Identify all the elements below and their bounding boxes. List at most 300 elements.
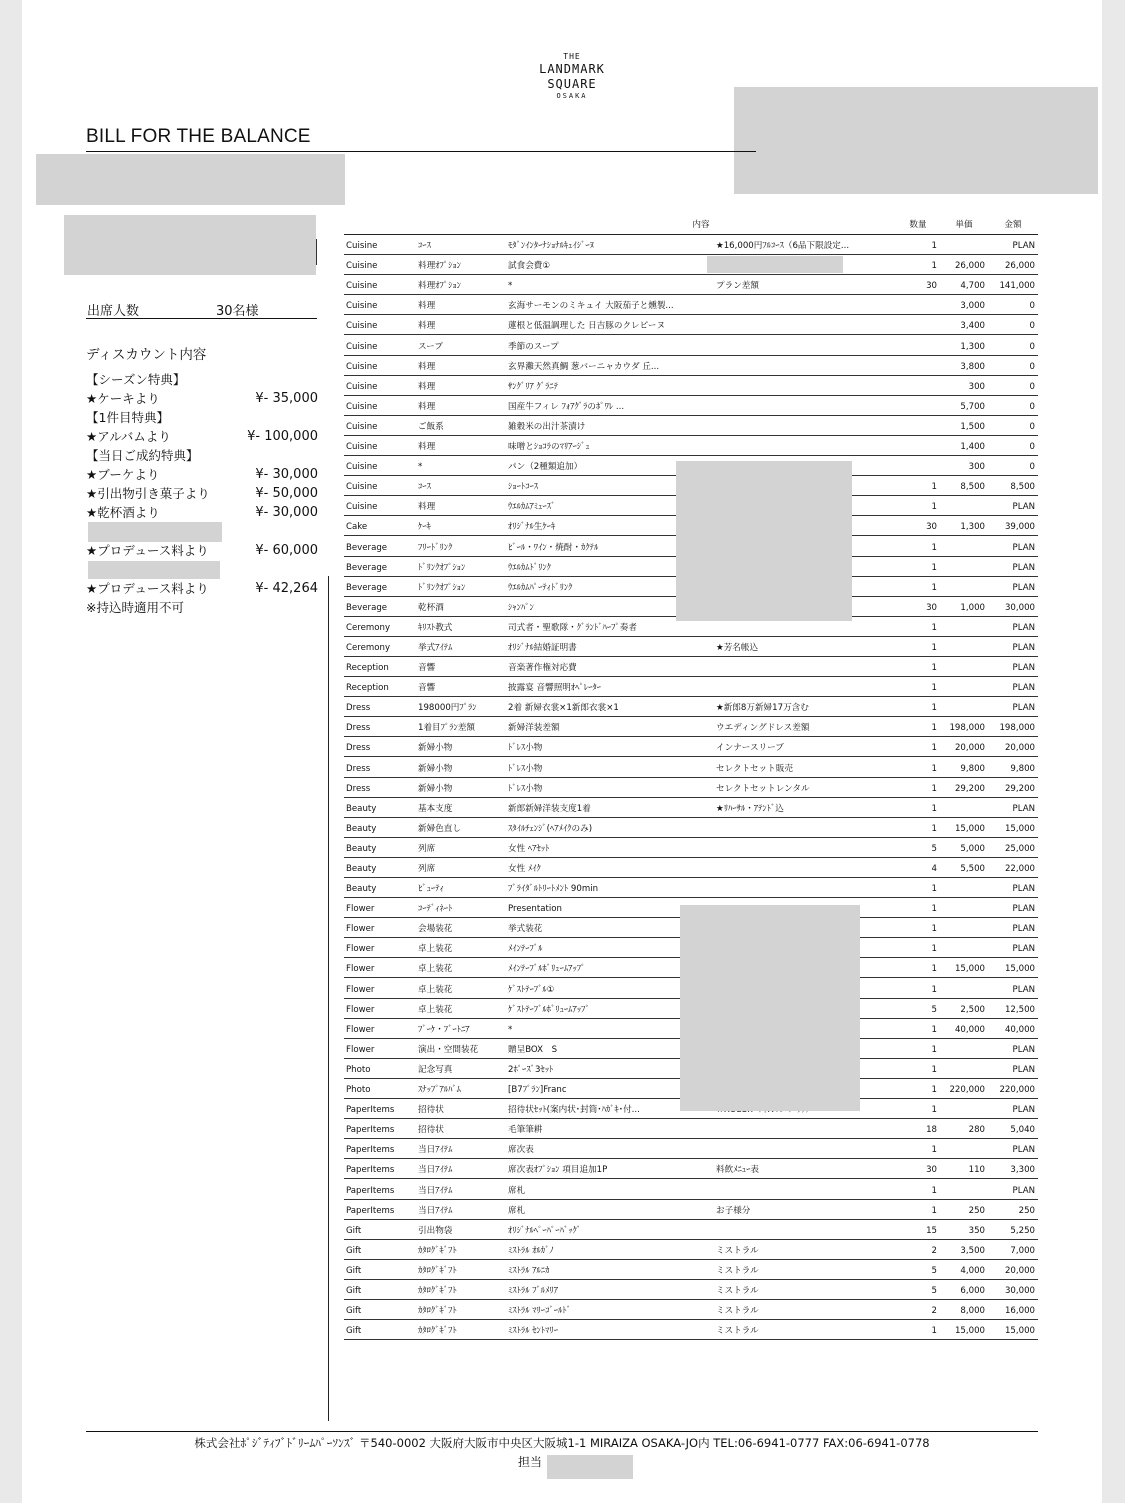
amount-cell: PLAN xyxy=(988,616,1038,636)
column-separator xyxy=(328,576,329,1421)
unit-price-cell xyxy=(940,576,988,596)
note-cell xyxy=(714,1139,896,1159)
qty-cell: 18 xyxy=(896,1119,940,1139)
landmark-square-logo xyxy=(522,52,622,101)
item-cell: ﾄﾞﾚｽ小物 xyxy=(506,737,714,757)
item-cell: * xyxy=(506,1018,714,1038)
subcategory-cell: ｺｰｽ xyxy=(416,235,506,255)
item-cell: 玄界灘天然真鯛 葱バーニャカウダ 丘... xyxy=(506,355,714,375)
category-cell: Dress xyxy=(344,717,416,737)
amount-cell: 22,000 xyxy=(988,857,1038,877)
table-row xyxy=(344,315,1038,335)
qty-cell: 1 xyxy=(896,777,940,797)
category-cell: Beverage xyxy=(344,536,416,556)
subcategory-cell: ｹｰｷ xyxy=(416,516,506,536)
item-cell: ﾌﾞﾗｲﾀﾞﾙﾄﾘｰﾄﾒﾝﾄ 90min xyxy=(506,878,714,898)
qty-cell xyxy=(896,295,940,315)
unit-price-cell xyxy=(940,677,988,697)
table-row xyxy=(344,295,1038,315)
item-cell: ﾓﾀﾞﾝｲﾝﾀｰﾅｼｮﾅﾙｷｭｲｼﾞｰﾇ xyxy=(506,235,714,255)
unit-price-cell xyxy=(940,797,988,817)
category-cell: PaperItems xyxy=(344,1119,416,1139)
unit-price-cell xyxy=(940,235,988,255)
amount-cell: PLAN xyxy=(988,1139,1038,1159)
unit-price-cell: 8,000 xyxy=(940,1299,988,1319)
discount-label: ★アルバムより xyxy=(86,429,171,444)
subcategory-cell: 招待状 xyxy=(416,1099,506,1119)
table-row xyxy=(344,415,1038,435)
qty-cell: 1 xyxy=(896,697,940,717)
category-cell: Beauty xyxy=(344,837,416,857)
category-cell: Cuisine xyxy=(344,496,416,516)
qty-cell: 30 xyxy=(896,1159,940,1179)
unit-price-cell: 9,800 xyxy=(940,757,988,777)
unit-price-cell: 3,400 xyxy=(940,315,988,335)
note-cell: セレクトセットレンタル xyxy=(714,777,896,797)
note-cell xyxy=(714,355,896,375)
subcategory-cell: ﾋﾞｭｰﾃｨ xyxy=(416,878,506,898)
qty-cell: 1 xyxy=(896,757,940,777)
category-cell: Gift xyxy=(344,1259,416,1279)
subcategory-cell: 音響 xyxy=(416,677,506,697)
table-row xyxy=(344,817,1038,837)
table-row xyxy=(344,677,1038,697)
unit-price-cell: 8,500 xyxy=(940,476,988,496)
item-cell: 雑穀米の出汁茶漬け xyxy=(506,415,714,435)
unit-price-cell: 3,000 xyxy=(940,295,988,315)
unit-price-cell xyxy=(940,898,988,918)
discount-amount: ¥- 50,000 xyxy=(255,486,318,501)
amount-cell: PLAN xyxy=(988,1058,1038,1078)
table-row xyxy=(344,697,1038,717)
qty-cell: 1 xyxy=(896,476,940,496)
unit-price-cell: 40,000 xyxy=(940,1018,988,1038)
note-cell xyxy=(714,1179,896,1199)
item-cell: ｼｬﾝﾊﾟﾝ xyxy=(506,596,714,616)
subcategory-cell: 記念写真 xyxy=(416,1058,506,1078)
amount-cell: 39,000 xyxy=(988,516,1038,536)
table-row xyxy=(344,1179,1038,1199)
item-cell: ｵﾘｼﾞﾅﾙﾍﾟｰﾊﾟｰﾊﾞｯｸﾞ xyxy=(506,1219,714,1239)
discount-label: ★乾杯酒より xyxy=(86,505,160,520)
amount-cell: PLAN xyxy=(988,656,1038,676)
note-cell: お子様分 xyxy=(714,1199,896,1219)
qty-cell xyxy=(896,335,940,355)
staff-label: 担当 xyxy=(518,1455,543,1469)
subcategory-cell: ｽﾅｯﾌﾟｱﾙﾊﾞﾑ xyxy=(416,1078,506,1098)
note-cell xyxy=(714,315,896,335)
amount-cell: 30,000 xyxy=(988,1279,1038,1299)
unit-price-cell: 350 xyxy=(940,1219,988,1239)
unit-price-cell xyxy=(940,616,988,636)
qty-cell: 1 xyxy=(896,1199,940,1219)
unit-price-cell: 220,000 xyxy=(940,1078,988,1098)
unit-price-cell: 1,300 xyxy=(940,516,988,536)
category-cell: Flower xyxy=(344,918,416,938)
table-row xyxy=(344,797,1038,817)
item-cell: ｳｴﾙｶﾑﾄﾞﾘﾝｸ xyxy=(506,556,714,576)
subcategory-cell: ｺｰﾃﾞｨﾈｰﾄ xyxy=(416,898,506,918)
qty-cell xyxy=(896,395,940,415)
qty-cell: 1 xyxy=(896,737,940,757)
table-row xyxy=(344,837,1038,857)
category-cell: Ceremony xyxy=(344,616,416,636)
amount-cell: 15,000 xyxy=(988,1320,1038,1340)
header-amount: 金額 xyxy=(988,214,1038,235)
note-cell xyxy=(714,677,896,697)
note-cell: ミストラル xyxy=(714,1279,896,1299)
header-unit-price: 単価 xyxy=(940,214,988,235)
item-cell: ｳｴﾙｶﾑﾊﾟｰﾃｨﾄﾞﾘﾝｸ xyxy=(506,576,714,596)
redacted-address-block xyxy=(734,87,1098,194)
discount-row xyxy=(86,465,326,484)
amount-cell: 16,000 xyxy=(988,1299,1038,1319)
category-cell: PaperItems xyxy=(344,1139,416,1159)
item-cell: ﾐｽﾄﾗﾙ ｱﾙﾆｶ xyxy=(506,1259,714,1279)
redacted-customer-name xyxy=(36,154,345,205)
note-cell xyxy=(714,375,896,395)
table-row xyxy=(344,1239,1038,1259)
subcategory-cell: 新婦小物 xyxy=(416,737,506,757)
unit-price-cell: 3,800 xyxy=(940,355,988,375)
qty-cell: 1 xyxy=(896,878,940,898)
amount-cell: 26,000 xyxy=(988,255,1038,275)
table-row xyxy=(344,717,1038,737)
redacted-event-info xyxy=(64,215,316,275)
amount-cell: PLAN xyxy=(988,1038,1038,1058)
subcategory-cell: 料理 xyxy=(416,375,506,395)
category-cell: Cake xyxy=(344,516,416,536)
category-cell: Cuisine xyxy=(344,235,416,255)
table-row xyxy=(344,235,1038,255)
subcategory-cell: 音響 xyxy=(416,656,506,676)
item-cell: ｼｮｰﾄｺｰｽ xyxy=(506,476,714,496)
item-cell: 毛筆筆耕 xyxy=(506,1119,714,1139)
category-cell: Reception xyxy=(344,656,416,676)
subcategory-cell: ｶﾀﾛｸﾞｷﾞﾌﾄ xyxy=(416,1299,506,1319)
table-row xyxy=(344,757,1038,777)
category-cell: Gift xyxy=(344,1320,416,1340)
unit-price-cell: 300 xyxy=(940,456,988,476)
note-cell xyxy=(714,415,896,435)
category-cell: Dress xyxy=(344,777,416,797)
category-cell: Cuisine xyxy=(344,315,416,335)
item-cell: ｵﾘｼﾞﾅﾙ結婚証明書 xyxy=(506,636,714,656)
unit-price-cell: 1,500 xyxy=(940,415,988,435)
attendance-value: 30名様 xyxy=(216,304,259,319)
subcategory-cell: 1着目ﾌﾟﾗﾝ差額 xyxy=(416,717,506,737)
category-cell: Dress xyxy=(344,757,416,777)
note-cell: ★芳名帳込 xyxy=(714,636,896,656)
subcategory-cell: ｶﾀﾛｸﾞｷﾞﾌﾄ xyxy=(416,1239,506,1259)
qty-cell: 5 xyxy=(896,1279,940,1299)
note-cell: ミストラル xyxy=(714,1259,896,1279)
amount-cell: PLAN xyxy=(988,536,1038,556)
amount-cell: PLAN xyxy=(988,235,1038,255)
amount-cell: 0 xyxy=(988,415,1038,435)
subcategory-cell: ﾄﾞﾘﾝｸｵﾌﾟｼｮﾝ xyxy=(416,576,506,596)
discount-label: ※持込時適用不可 xyxy=(86,600,184,615)
qty-cell xyxy=(896,355,940,375)
subcategory-cell: 当日ｱｲﾃﾑ xyxy=(416,1199,506,1219)
note-cell xyxy=(714,335,896,355)
qty-cell: 1 xyxy=(896,1058,940,1078)
unit-price-cell: 15,000 xyxy=(940,1320,988,1340)
table-row xyxy=(344,1279,1038,1299)
qty-cell: 1 xyxy=(896,918,940,938)
qty-cell: 30 xyxy=(896,516,940,536)
qty-cell: 1 xyxy=(896,1320,940,1340)
item-cell: 女性 ﾍｱｾｯﾄ xyxy=(506,837,714,857)
category-cell: Beverage xyxy=(344,576,416,596)
header-content: 内容 xyxy=(506,214,896,235)
note-cell: ウエディングドレス差額 xyxy=(714,717,896,737)
unit-price-cell: 20,000 xyxy=(940,737,988,757)
unit-price-cell: 5,500 xyxy=(940,857,988,877)
amount-cell: 8,500 xyxy=(988,476,1038,496)
qty-cell: 1 xyxy=(896,797,940,817)
category-cell: Beverage xyxy=(344,556,416,576)
item-cell: ｹﾞｽﾄﾃｰﾌﾞﾙﾎﾞﾘｭｰﾑｱｯﾌﾟ xyxy=(506,998,714,1018)
amount-cell: 29,200 xyxy=(988,777,1038,797)
table-row xyxy=(344,656,1038,676)
unit-price-cell: 250 xyxy=(940,1199,988,1219)
note-cell xyxy=(714,878,896,898)
table-row xyxy=(344,1139,1038,1159)
table-row xyxy=(344,1119,1038,1139)
discount-row xyxy=(86,370,326,389)
unit-price-cell xyxy=(940,978,988,998)
amount-cell: 20,000 xyxy=(988,1259,1038,1279)
note-cell xyxy=(714,395,896,415)
qty-cell: 2 xyxy=(896,1239,940,1259)
item-cell: ﾐｽﾄﾗﾙ ﾏﾘｰｺﾞｰﾙﾄﾞ xyxy=(506,1299,714,1319)
note-cell: ★ﾘﾊｰｻﾙ・ｱﾃﾝﾄﾞ込 xyxy=(714,797,896,817)
table-row xyxy=(344,857,1038,877)
amount-cell: 250 xyxy=(988,1199,1038,1219)
amount-cell: 0 xyxy=(988,395,1038,415)
unit-price-cell: 300 xyxy=(940,375,988,395)
unit-price-cell xyxy=(940,697,988,717)
note-cell xyxy=(714,1219,896,1239)
unit-price-cell: 15,000 xyxy=(940,958,988,978)
amount-cell: PLAN xyxy=(988,938,1038,958)
discount-row xyxy=(86,541,326,560)
unit-price-cell: 1,300 xyxy=(940,335,988,355)
qty-cell: 5 xyxy=(896,998,940,1018)
item-cell: ｵﾘｼﾞﾅﾙ生ｹｰｷ xyxy=(506,516,714,536)
table-row xyxy=(344,1159,1038,1179)
item-cell: 席次表 xyxy=(506,1139,714,1159)
subcategory-cell: 料理ｵﾌﾟｼｮﾝ xyxy=(416,275,506,295)
qty-cell: 5 xyxy=(896,1259,940,1279)
table-row xyxy=(344,1320,1038,1340)
subcategory-cell: 料理 xyxy=(416,496,506,516)
table-row xyxy=(344,777,1038,797)
item-cell: * xyxy=(506,275,714,295)
amount-cell: 12,500 xyxy=(988,998,1038,1018)
attendance-label: 出席人数 xyxy=(87,304,140,319)
qty-cell xyxy=(896,315,940,335)
subcategory-cell: 当日ｱｲﾃﾑ xyxy=(416,1179,506,1199)
category-cell: Photo xyxy=(344,1078,416,1098)
unit-price-cell: 6,000 xyxy=(940,1279,988,1299)
unit-price-cell: 1,400 xyxy=(940,435,988,455)
note-cell xyxy=(714,837,896,857)
note-cell: ★新郎8万新婦17万含む xyxy=(714,697,896,717)
item-cell: ﾒｲﾝﾃｰﾌﾞﾙ xyxy=(506,938,714,958)
discount-row xyxy=(86,598,326,617)
category-cell: Flower xyxy=(344,978,416,998)
discount-amount: ¥- 60,000 xyxy=(255,543,318,558)
category-cell: PaperItems xyxy=(344,1199,416,1219)
redacted-cell-block-2 xyxy=(676,461,852,621)
qty-cell: 1 xyxy=(896,235,940,255)
discount-label: 【シーズン特典】 xyxy=(86,372,186,387)
unit-price-cell xyxy=(940,938,988,958)
unit-price-cell xyxy=(940,556,988,576)
qty-cell: 1 xyxy=(896,616,940,636)
qty-cell: 1 xyxy=(896,938,940,958)
qty-cell xyxy=(896,415,940,435)
item-cell: 国産牛フィレ ﾌｫｱｸﾞﾗのﾎﾟﾜﾚ ... xyxy=(506,395,714,415)
discount-row xyxy=(86,446,326,465)
amount-cell: PLAN xyxy=(988,697,1038,717)
amount-cell: 0 xyxy=(988,295,1038,315)
amount-cell: PLAN xyxy=(988,978,1038,998)
subcategory-cell: 引出物袋 xyxy=(416,1219,506,1239)
note-cell: セレクトセット販売 xyxy=(714,757,896,777)
amount-cell: 0 xyxy=(988,335,1038,355)
category-cell: Flower xyxy=(344,958,416,978)
unit-price-cell: 1,000 xyxy=(940,596,988,616)
table-row xyxy=(344,255,1038,275)
item-cell: 披露宴 音響照明ｵﾍﾟﾚｰﾀｰ xyxy=(506,677,714,697)
attendance-summary xyxy=(86,298,317,319)
amount-cell: 198,000 xyxy=(988,717,1038,737)
category-cell: Cuisine xyxy=(344,255,416,275)
subcategory-cell: ﾌﾘｰﾄﾞﾘﾝｸ xyxy=(416,536,506,556)
table-row xyxy=(344,1219,1038,1239)
note-cell: インナースリーブ xyxy=(714,737,896,757)
item-cell: ﾄﾞﾚｽ小物 xyxy=(506,757,714,777)
category-cell: Dress xyxy=(344,697,416,717)
page-title: BILL FOR THE BALANCE xyxy=(86,126,311,147)
table-row xyxy=(344,275,1038,295)
unit-price-cell: 29,200 xyxy=(940,777,988,797)
item-cell: 新婦洋装差額 xyxy=(506,717,714,737)
subcategory-cell: 卓上装花 xyxy=(416,938,506,958)
discount-row xyxy=(86,389,326,408)
unit-price-cell xyxy=(940,918,988,938)
item-cell: ﾒｲﾝﾃｰﾌﾞﾙﾎﾞﾘｭｰﾑｱｯﾌﾟ xyxy=(506,958,714,978)
amount-cell: PLAN xyxy=(988,556,1038,576)
subcategory-cell: 新婦小物 xyxy=(416,757,506,777)
unit-price-cell xyxy=(940,1038,988,1058)
subcategory-cell: 会場装花 xyxy=(416,918,506,938)
footer-divider xyxy=(86,1431,1038,1432)
qty-cell: 30 xyxy=(896,275,940,295)
unit-price-cell: 3,500 xyxy=(940,1239,988,1259)
table-row xyxy=(344,878,1038,898)
subcategory-cell: 198000円ﾌﾟﾗﾝ xyxy=(416,697,506,717)
item-cell: パン（2種類追加） xyxy=(506,456,714,476)
subcategory-cell: 当日ｱｲﾃﾑ xyxy=(416,1139,506,1159)
note-cell xyxy=(714,656,896,676)
amount-cell: 15,000 xyxy=(988,817,1038,837)
discount-label: ★ブーケより xyxy=(86,467,160,482)
amount-cell: 25,000 xyxy=(988,837,1038,857)
unit-price-cell: 2,500 xyxy=(940,998,988,1018)
amount-cell: 15,000 xyxy=(988,958,1038,978)
note-cell: ミストラル xyxy=(714,1239,896,1259)
note-cell xyxy=(714,435,896,455)
note-cell: 料飲ﾒﾆｭｰ表 xyxy=(714,1159,896,1179)
item-cell: 招待状ｾｯﾄ(案内状･封筒･ﾊｶﾞｷ･付... xyxy=(506,1099,714,1119)
category-cell: Cuisine xyxy=(344,295,416,315)
category-cell: Beauty xyxy=(344,817,416,837)
qty-cell: 1 xyxy=(896,556,940,576)
subcategory-cell: 演出・空間装花 xyxy=(416,1038,506,1058)
item-cell: 試食会費① xyxy=(506,255,714,275)
category-cell: Flower xyxy=(344,938,416,958)
redacted-staff-name xyxy=(547,1455,633,1479)
subcategory-cell: 卓上装花 xyxy=(416,958,506,978)
subcategory-cell: ﾌﾞｰｹ・ﾌﾞｰﾄﾆｱ xyxy=(416,1018,506,1038)
amount-cell: 5,040 xyxy=(988,1119,1038,1139)
redacted-discount-note-2 xyxy=(88,561,220,579)
table-row xyxy=(344,335,1038,355)
amount-cell: PLAN xyxy=(988,1099,1038,1119)
note-cell: ミストラル xyxy=(714,1320,896,1340)
unit-price-cell xyxy=(940,878,988,898)
amount-cell: PLAN xyxy=(988,576,1038,596)
qty-cell: 1 xyxy=(896,536,940,556)
amount-cell: 0 xyxy=(988,456,1038,476)
table-row xyxy=(344,1199,1038,1219)
category-cell: Flower xyxy=(344,898,416,918)
unit-price-cell xyxy=(940,496,988,516)
subcategory-cell: 列席 xyxy=(416,837,506,857)
discount-amount: ¥- 42,264 xyxy=(255,581,318,596)
qty-cell: 1 xyxy=(896,1078,940,1098)
category-cell: Beauty xyxy=(344,857,416,877)
subcategory-cell: 料理ｵﾌﾟｼｮﾝ xyxy=(416,255,506,275)
subcategory-cell: 新婦小物 xyxy=(416,777,506,797)
discount-amount: ¥- 35,000 xyxy=(255,391,318,406)
category-cell: Beverage xyxy=(344,596,416,616)
item-cell: 蓮根と低温調理した 日吉豚のクレピーヌ xyxy=(506,315,714,335)
table-row xyxy=(344,375,1038,395)
item-cell: 席札 xyxy=(506,1179,714,1199)
category-cell: Flower xyxy=(344,1018,416,1038)
event-info-divider xyxy=(316,239,317,265)
note-cell xyxy=(714,817,896,837)
unit-price-cell: 15,000 xyxy=(940,817,988,837)
item-cell: 音楽著作権対応費 xyxy=(506,656,714,676)
redacted-cell-block-3 xyxy=(680,905,860,1111)
subcategory-cell: ｺｰｽ xyxy=(416,476,506,496)
subcategory-cell: 料理 xyxy=(416,395,506,415)
subcategory-cell: 卓上装花 xyxy=(416,978,506,998)
item-cell: 2ﾎﾟｰｽﾞ3ｾｯﾄ xyxy=(506,1058,714,1078)
subcategory-cell: 料理 xyxy=(416,295,506,315)
unit-price-cell xyxy=(940,1179,988,1199)
subcategory-cell: ご飯系 xyxy=(416,415,506,435)
amount-cell: PLAN xyxy=(988,898,1038,918)
amount-cell: 7,000 xyxy=(988,1239,1038,1259)
note-cell xyxy=(714,295,896,315)
